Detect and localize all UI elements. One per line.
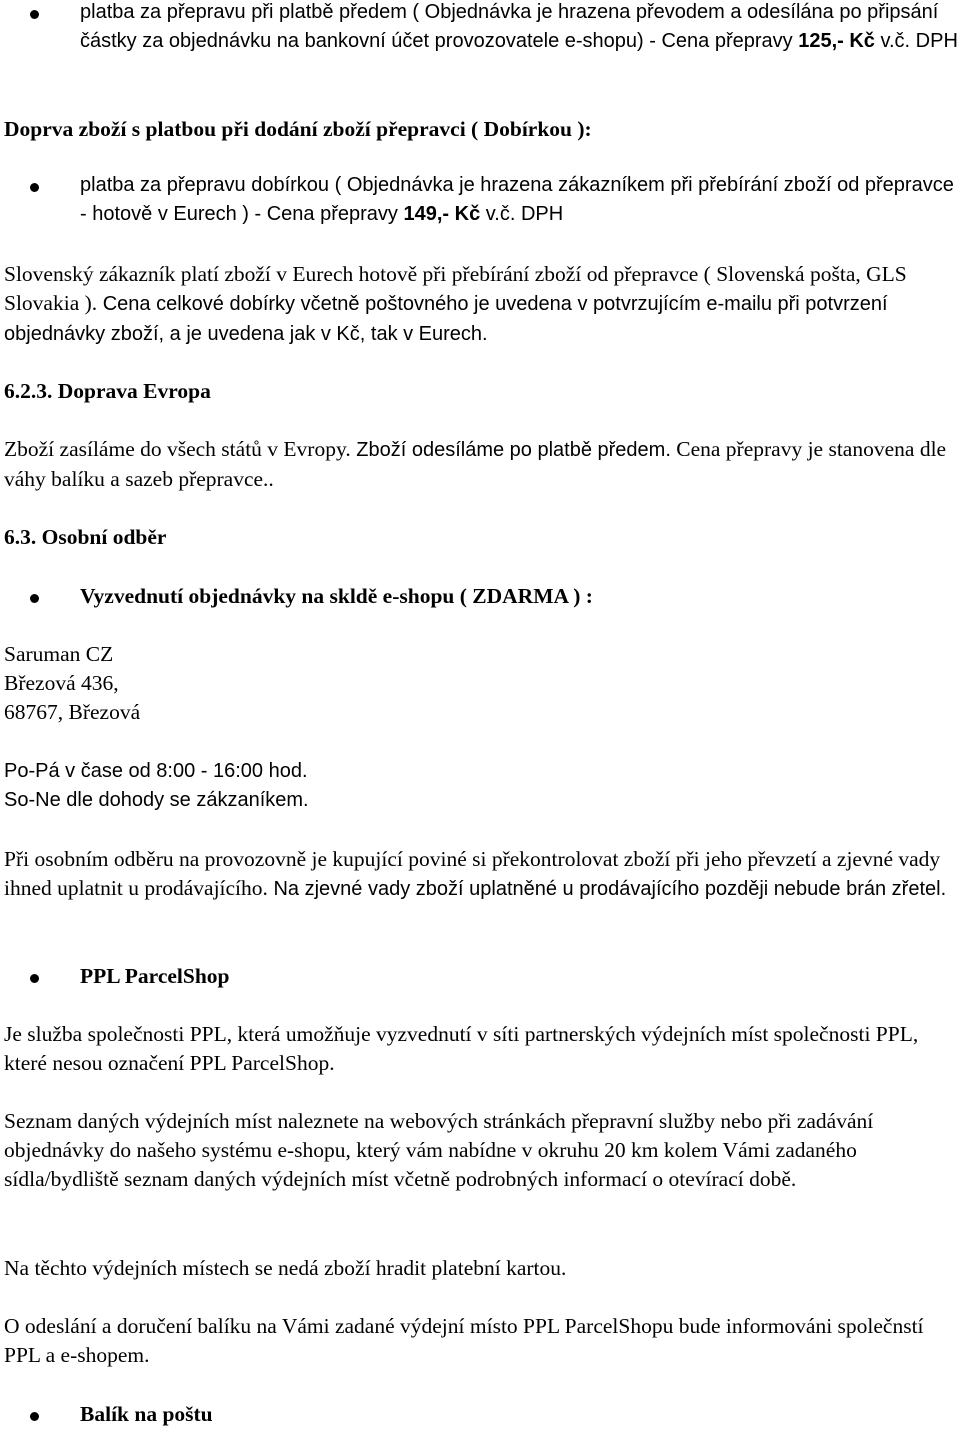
address-block <box>4 640 960 727</box>
europe-paragraph <box>4 435 960 494</box>
bullet-icon <box>30 974 39 983</box>
slovak-customer-paragraph <box>4 260 960 349</box>
bullet-icon <box>30 183 39 192</box>
europe-text-a: Zboží zasíláme do všech států v Evropy. <box>4 437 351 461</box>
inspection-paragraph <box>4 845 960 904</box>
europe-heading <box>4 377 960 406</box>
company-name: Saruman CZ <box>4 642 114 666</box>
ppl-card-info: Na těchto výdejních místech se nedá zboží hradit platební kartou. <box>4 1256 567 1280</box>
prepayment-text: platba za přepravu při platbě předem ( Objednávka je hrazena převodem a odesílána po připsání částky za objednávku na bankovní účet provozovatele e-shopu) - Cena přepravy <box>80 1 939 52</box>
inspection-text-b: Na zjevné vady zboží uplatněné u prodávajícího později nebude brán zřetel. <box>267 878 947 900</box>
prepayment-price: 125,- Kč <box>798 30 875 52</box>
section-number: 6.3. <box>4 525 37 549</box>
prepayment-vat: v.č. DPH <box>874 30 958 52</box>
section-title: Doprava Evropa <box>52 379 211 403</box>
prepayment-item <box>80 0 958 56</box>
europe-text-c: Cena přepravy je stanovena dle váhy balíku a sazeb přepravce.. <box>4 437 947 491</box>
cod-text: platba za přepravu dobírkou ( Objednávka je hrazena zákazníkem při přebírání zboží od přepravce - hotově v Eurech ) - Cena přepravy <box>80 174 954 225</box>
opening-hours <box>4 757 960 815</box>
ppl-item: PPL ParcelShop <box>80 964 230 988</box>
europe-text-b: Zboží odesíláme po platbě předem. <box>350 439 671 461</box>
bullet-icon <box>30 594 39 603</box>
personal-pickup-heading <box>4 523 960 552</box>
cod-total-text: Cena celkové dobírky včetně poštovného je uvedena v potvrzujícím e-mailu při potvrzení objednávky zboží, a je uvedena jak v Kč, tak v Eurech. <box>4 293 888 345</box>
ppl-description: Je služba společnosti PPL, která umožňuje vyzvednutí v síti partnerských výdejních míst společnosti PPL, které nesou označení PPL ParcelShop. <box>4 1022 919 1075</box>
bullet-icon <box>30 1412 39 1421</box>
weekday-hours: Po-Pá v čase od 8:00 - 16:00 hod. <box>4 760 308 782</box>
section-number: 6.2.3. <box>4 379 53 403</box>
cod-heading: Doprva zboží s platbou při dodání zboží přepravci ( Dobírkou ): <box>4 117 592 141</box>
slovak-text: Slovenský zákazník platí zboží v Eurech hotově při přebírání zboží od přepravce ( Slovenská pošta, GLS Slovakia ). <box>4 262 907 315</box>
cod-item <box>80 171 958 229</box>
weekend-hours: So-Ne dle dohody se zákzaníkem. <box>4 789 309 811</box>
section-title: Osobní odběr <box>36 525 167 549</box>
cod-price: 149,- Kč <box>403 203 481 225</box>
bullet-icon <box>30 10 39 19</box>
ppl-list-info: Seznam daných výdejních míst naleznete na webových stránkách přepravní služby nebo při zadávání objednávky do našeho systému e-shopu, který vám nabídne v okruhu 20 km kolem Vámi zadaného sídla/bydliště seznam daných výdejních míst včetně podrobných informací o otevírací době. <box>4 1109 874 1191</box>
street: Březová 436, <box>4 671 119 695</box>
cod-vat: v.č. DPH <box>480 203 564 225</box>
ppl-notification-info: O odeslání a doručení balíku na Vámi zadané výdejní místo PPL ParcelShopu bude informováni společnstí PPL a e-shopem. <box>4 1314 924 1367</box>
post-parcel-item: Balík na poštu <box>80 1402 213 1426</box>
pickup-item: Vyzvednutí objednávky na skldě e-shopu ( ZDARMA ) : <box>80 584 593 608</box>
city: 68767, Březová <box>4 700 141 724</box>
inspection-text-a: Při osobním odběru na provozovně je kupující poviné si překontrolovat zboží při jeho převzetí a zjevné vady ihned uplatnit u prodávajícího. <box>4 847 941 900</box>
